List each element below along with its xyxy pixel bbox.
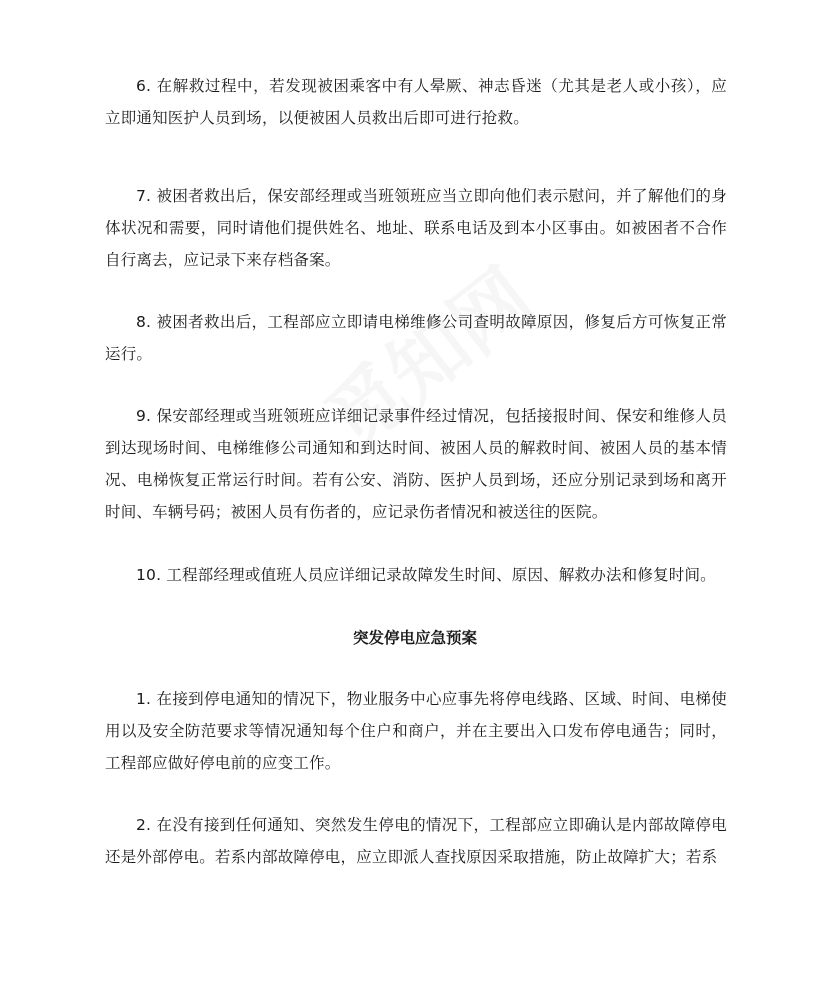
paragraph-10: 10. 工程部经理或值班人员应详细记录故障发生时间、原因、解救办法和修复时间。 [136,566,716,584]
paragraph-9: 9. 保安部经理或当班领班应详细记录事件经过情况，包括接报时间、保安和维修人员到达现场时间、电梯维修公司通知和到达时间、被困人员的解救时间、被困人员的基本情况、电梯恢复正常运行时间。若有公安、消防、医护人员到场，还应分别记录到场和离开时间、车辆号码；被困人员有伤者的，应记录伤者情况和被送往的医院。 [105,407,727,521]
paragraph-8: 8. 被困者救出后，工程部应立即请电梯维修公司查明故障原因，修复后方可恢复正常运行。 [105,313,727,363]
paragraph-6: 6. 在解救过程中，若发现被困乘客中有人晕厥、神志昏迷（尤其是老人或小孩），应立即通知医护人员到场，以便被困人员救出后即可进行抢救。 [105,77,727,127]
section-heading: 突发停电应急预案 [352,629,477,647]
paragraph-power-2: 2. 在没有接到任何通知、突然发生停电的情况下，工程部应立即确认是内部故障停电还是外部停电。若系内部故障停电，应立即派人查找原因采取措施，防止故障扩大；若系 [105,816,727,866]
paragraph-7: 7. 被困者救出后，保安部经理或当班领班应当立即向他们表示慰问，并了解他们的身体状况和需要，同时请他们提供姓名、地址、联系电话及到本小区事由。如被困者不合作自行离去，应记录下来存档备案。 [105,187,727,269]
paragraph-power-1: 1. 在接到停电通知的情况下，物业服务中心应事先将停电线路、区域、时间、电梯使用以及安全防范要求等情况通知每个住户和商户，并在主要出入口发布停电通告；同时，工程部应做好停电前的应变工作。 [105,690,727,772]
